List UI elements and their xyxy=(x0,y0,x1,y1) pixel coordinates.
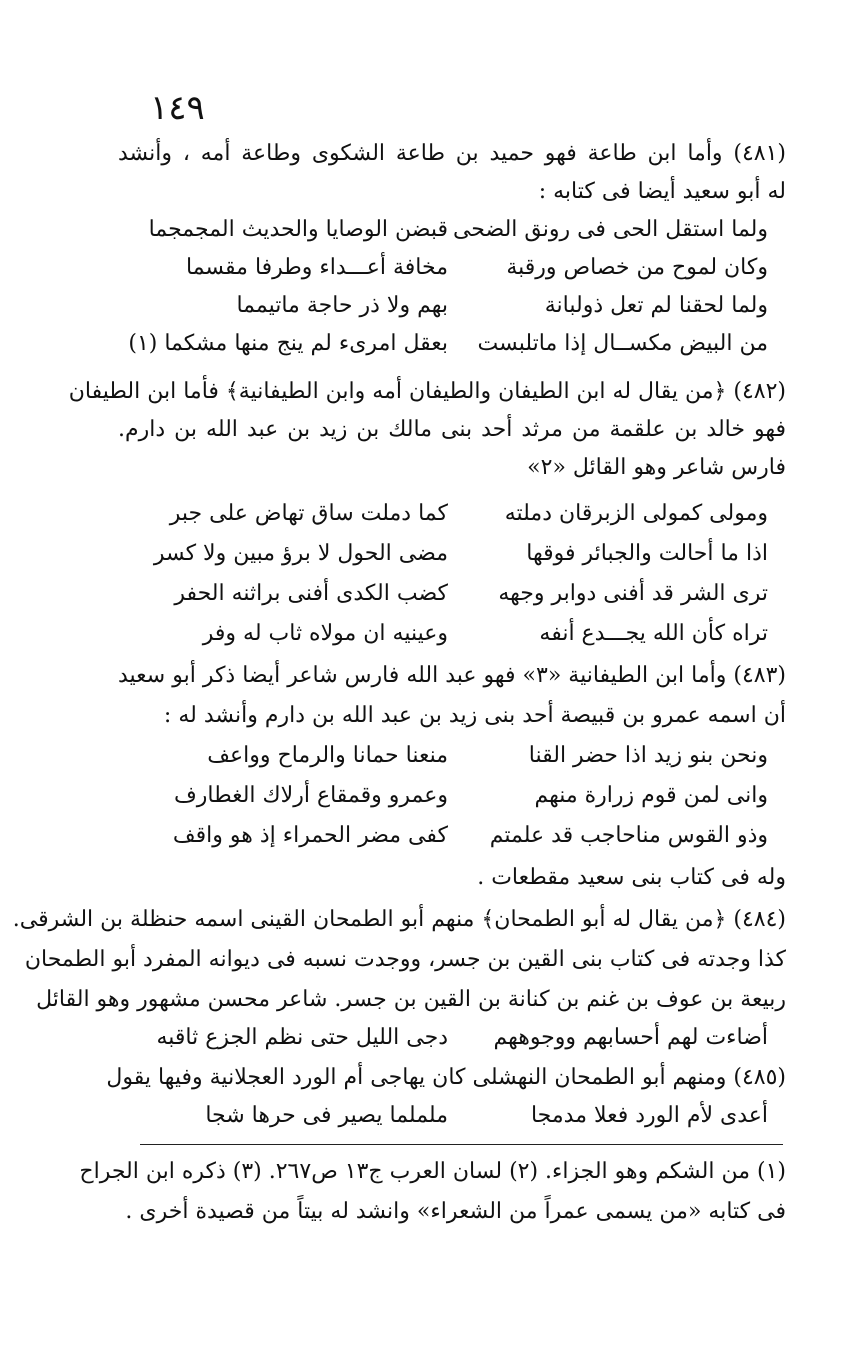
verse-first-hemistich: ونحن بنو زيد اذا حضر القنا xyxy=(528,743,768,768)
entry-483-line-1: (٤٨٣) وأما ابن الطيفانية «٣» فهو عبد الله فارس شاعر أيضا ذكر أبو سعيد xyxy=(118,663,786,688)
entry-482-line-1: (٤٨٢) ﴿من يقال له ابن الطيفان والطيفان أمه وابن الطيفانية﴾ فأما ابن الطيفان xyxy=(68,379,786,404)
verse-first-hemistich: من البيض مكســال إذا ماتلبست xyxy=(477,331,768,356)
verse-second-hemistich: قبضن الوصايا والحديث المجمجما xyxy=(148,217,448,242)
verse-first-hemistich: وذو القوس مناحاجب قد علمتم xyxy=(489,823,768,848)
verse-first-hemistich: ولما لحقنا لم تعل ذولبانة xyxy=(544,293,768,318)
verse-second-hemistich: ململما يصير فى حرها شجا xyxy=(205,1103,448,1128)
verse-first-hemistich: اذا ما أحالت والجبائر فوقها xyxy=(526,541,768,566)
page-number: ١٤٩ xyxy=(150,88,205,128)
entry-484-line-1: (٤٨٤) ﴿من يقال له أبو الطمحان﴾ منهم أبو الطمحان القينى اسمه حنظلة بن الشرقى. xyxy=(12,907,786,932)
verse-second-hemistich: وعمرو وقمقاع أرلاك الغطارف xyxy=(173,783,448,808)
verse-first-hemistich: أعدى لأم الورد فعلا مدمجا xyxy=(530,1103,768,1128)
verse-first-hemistich: أضاءت لهم أحسابهم ووجوههم xyxy=(493,1025,768,1050)
entry-485-line-1: (٤٨٥) ومنهم أبو الطمحان النهشلى كان يهاجى أم الورد العجلانية وفيها يقول xyxy=(106,1065,786,1090)
verse-row xyxy=(128,818,768,858)
entry-481-line-1: (٤٨١) وأما ابن طاعة فهو حميد بن طاعة الشكوى وطاعة أمه ، وأنشد xyxy=(118,141,786,166)
verse-first-hemistich: ترى الشر قد أفنى دوابر وجهه xyxy=(498,581,768,606)
entry-483-closing-line: وله فى كتاب بنى سعيد مقطعات . xyxy=(477,865,786,890)
verse-row xyxy=(128,778,768,818)
verse-row xyxy=(128,738,768,778)
footnote-line-2: فى كتابه «من يسمى عمراً من الشعراء» وانشد له بيتاً من قصيدة أخرى . xyxy=(125,1199,786,1224)
verse-row xyxy=(128,288,768,328)
verse-row xyxy=(128,1020,768,1060)
verse-row xyxy=(128,496,768,536)
verse-first-hemistich: تراه كأن الله يجـــدع أنفه xyxy=(539,621,768,646)
entry-481-line-2: له أبو سعيد أيضا فى كتابه : xyxy=(538,179,786,204)
entry-484-line-2: كذا وجدته فى كتاب بنى القين بن جسر، ووجدت نسبه فى ديوانه المفرد أبو الطمحان xyxy=(24,947,786,972)
verse-second-hemistich: كما دملت ساق تهاض على جبر xyxy=(169,501,448,526)
verse-first-hemistich: وكان لموح من خصاص ورقبة xyxy=(506,255,768,280)
footnote-line-1: (١) من الشكم وهو الجزاء. (٢) لسان العرب ج١٣ ص٢٦٧. (٣) ذكره ابن الجراح xyxy=(79,1159,786,1184)
verse-first-hemistich: ومولى كمولى الزبرقان دملته xyxy=(504,501,768,526)
verse-second-hemistich: وعينيه ان مولاه ثاب له وفر xyxy=(202,621,448,646)
verse-row xyxy=(128,326,768,366)
verse-first-hemistich: ولما استقل الحى فى رونق الضحى xyxy=(452,217,768,242)
verse-row xyxy=(128,616,768,656)
verse-second-hemistich: دجى الليل حتى نظم الجزع ثاقبه xyxy=(156,1025,448,1050)
verse-second-hemistich: مضى الحول لا برؤ مبين ولا كسر xyxy=(153,541,448,566)
verse-second-hemistich: بعقل امرىء لم ينج منها مشكما (١) xyxy=(128,331,448,356)
entry-484-line-3: ربيعة بن عوف بن غنم بن كنانة بن القين بن جسر. شاعر محسن مشهور وهو القائل xyxy=(36,987,786,1012)
verse-row xyxy=(128,576,768,616)
verse-row xyxy=(128,1098,768,1138)
verse-second-hemistich: كضب الكدى أفنى براثنه الحفر xyxy=(174,581,448,606)
footnote-divider xyxy=(140,1144,783,1145)
verse-first-hemistich: وانى لمن قوم زرارة منهم xyxy=(534,783,768,808)
verse-row xyxy=(128,212,768,252)
entry-482-line-3: فارس شاعر وهو القائل «٢» xyxy=(527,455,786,480)
verse-second-hemistich: بهم ولا ذر حاجة ماتيمما xyxy=(236,293,448,318)
entry-483-line-2: أن اسمه عمرو بن قبيصة أحد بنى زيد بن عبد الله بن دارم وأنشد له : xyxy=(163,703,786,728)
verse-row xyxy=(128,250,768,290)
verse-second-hemistich: مخافة أعـــداء وطرفا مقسما xyxy=(185,255,448,280)
verse-second-hemistich: كفى مضر الحمراء إذ هو واقف xyxy=(172,823,448,848)
verse-second-hemistich: منعنا حمانا والرماح وواعف xyxy=(207,743,448,768)
entry-482-line-2: فهو خالد بن علقمة من مرثد أحد بنى مالك بن زيد بن عبد الله بن دارم. xyxy=(118,417,786,442)
verse-row xyxy=(128,536,768,576)
